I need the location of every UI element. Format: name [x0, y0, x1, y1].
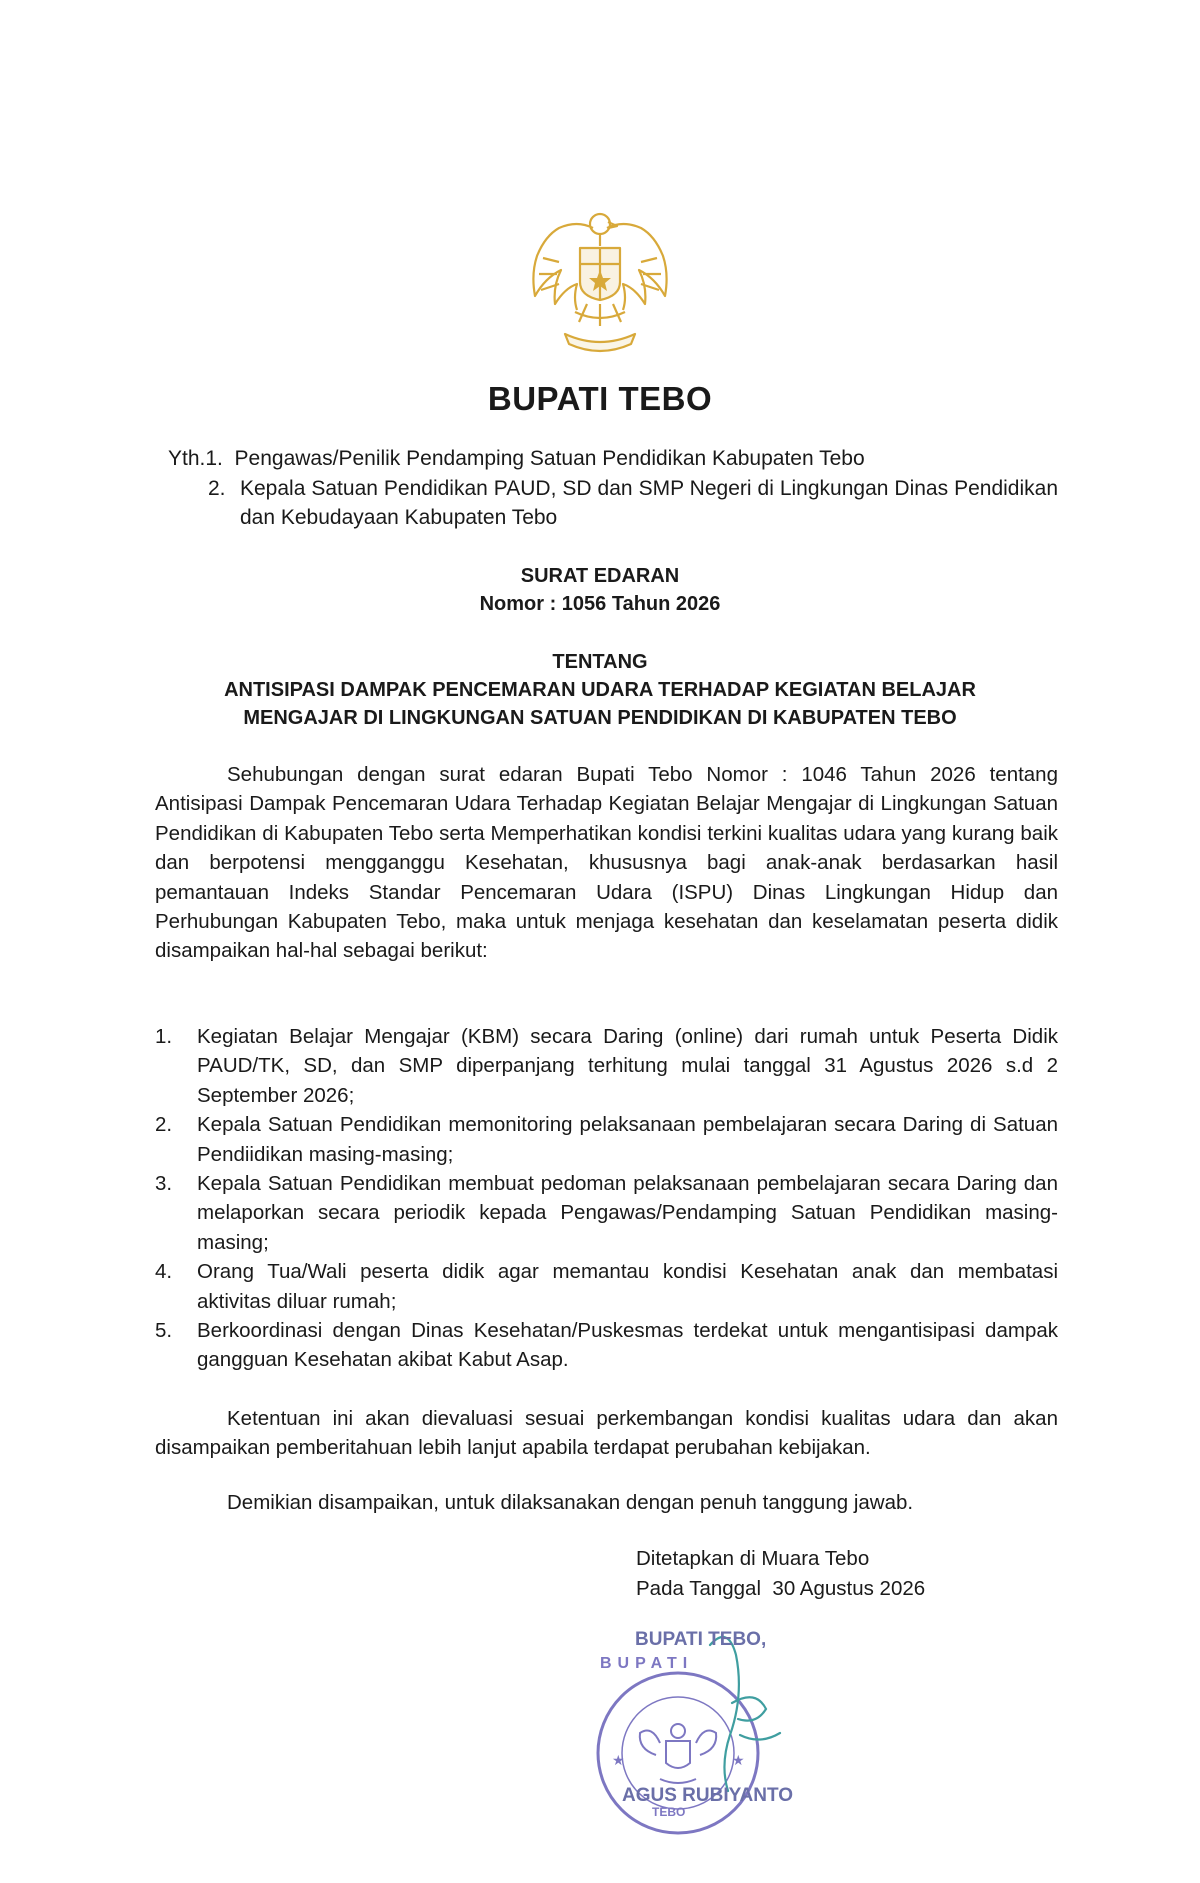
signature-date-line [636, 1574, 925, 1604]
list-item-text: Kepala Satuan Pendidikan membuat pedoman pelaksanaan pembelajaran secara Daring dan melaporkan secara periodik kepada Pengawas/Pendamping Satuan Pendidikan masing-masing; [197, 1172, 1058, 1254]
signature-title: BUPATI TEBO, [635, 1629, 767, 1650]
list-item-text: Orang Tua/Wali peserta didik agar memantau kondisi Kesehatan anak dan membatasi aktivitas diluar rumah; [197, 1260, 1058, 1313]
addressee-prefix: Yth.1. [168, 447, 223, 470]
addressee-item-1: Pengawas/Penilik Pendamping Satuan Pendidikan Kabupaten Tebo [234, 447, 865, 470]
letter-heading: BUPATI TEBO [487, 380, 713, 417]
signature-block [636, 1544, 925, 1604]
addressee-item-2: Kepala Satuan Pendidikan PAUD, SD dan SMP Negeri di Lingkungan Dinas Pendidikan dan Kebudayaan Kabupaten Tebo [240, 477, 1058, 529]
subject-line-1: ANTISIPASI DAMPAK PENCEMARAN UDARA TERHADAP KEGIATAN BELAJAR [224, 679, 976, 701]
instruction-list [155, 1022, 1058, 1375]
closing-paragraph: Demikian disampaikan, untuk dilaksanakan dengan penuh tanggung jawab. [227, 1491, 914, 1514]
list-item-text: Kepala Satuan Pendidikan memonitoring pelaksanaan pembelajaran secara Daring di Satuan Pendiidikan masing-masing; [197, 1113, 1058, 1166]
list-item-number: 1. [155, 1025, 173, 1048]
addressee-line-1 [168, 444, 865, 473]
evaluation-paragraph: Ketentuan ini akan dievaluasi sesuai perkembangan kondisi kualitas udara dan akan disampaikan pemberitahuan lebih lanjut apabila terdapat perubahan kebijakan. [155, 1407, 1058, 1460]
stamp-text-bottom: TEBO [652, 1805, 686, 1819]
subject-line-2: MENGAJAR DI LINGKUNGAN SATUAN PENDIDIKAN DI KABUPATEN TEBO [243, 707, 957, 729]
list-item-number: 3. [155, 1172, 173, 1196]
intro-paragraph: Sehubungan dengan surat edaran Bupati Tebo Nomor : 1046 Tahun 2026 tentang Antisipasi Dampak Pencemaran Udara Terhadap Kegiatan Belajar Mengajar di Lingkungan Satuan Pendidikan di Kabupaten Tebo serta Memperhatikan kondisi terkini kualitas udara yang kurang baik dan berpotensi mengganggu Kesehatan, khususnya bagi anak-anak berdasarkan hasil pemantauan Indeks Standar Pencemaran Udara (ISPU) Dinas Lingkungan Hidup dan Perhubungan Kabupaten Tebo, maka untuk menjaga kesehatan dan keselamatan peserta didik disampaikan hal-hal sebagai berikut: [155, 763, 1058, 963]
addressee-line-2 [208, 474, 1058, 532]
about-label: TENTANG [552, 651, 648, 673]
circular-number: Nomor : 1056 Tahun 2026 [479, 593, 721, 615]
stamp-text-top: BUPATI [600, 1655, 694, 1672]
garuda-emblem-icon [515, 200, 685, 370]
list-item [155, 1316, 1058, 1375]
addressee-item-2-number: 2. [208, 477, 226, 500]
list-item-number: 5. [155, 1319, 173, 1343]
signature-place: Ditetapkan di Muara Tebo [636, 1547, 870, 1570]
list-item-text: Berkoordinasi dengan Dinas Kesehatan/Puskesmas terdekat untuk mengantisipasi dampak gangguan Kesehatan akibat Kabut Asap. [197, 1319, 1058, 1372]
list-item-number: 4. [155, 1260, 173, 1284]
signature-date: 30 Agustus 2026 [772, 1577, 926, 1600]
svg-text:★: ★ [732, 1753, 745, 1769]
list-item-number: 2. [155, 1113, 173, 1137]
list-item [155, 1110, 1058, 1169]
signatory-name: AGUS RUBIYANTO [622, 1785, 794, 1806]
list-item [155, 1022, 1058, 1110]
signature-date-label: Pada Tanggal [636, 1577, 762, 1600]
signature-stamp-area [560, 1615, 840, 1835]
list-item-text: Kegiatan Belajar Mengajar (KBM) secara Daring (online) dari rumah untuk Peserta Didik PAUD/TK, SD, dan SMP diperpanjang terhitung mulai tanggal 31 Agustus 2026 s.d 2 September 2026; [197, 1025, 1058, 1107]
circular-type: SURAT EDARAN [520, 565, 680, 587]
list-item [155, 1257, 1058, 1316]
list-item [155, 1169, 1058, 1257]
svg-text:★: ★ [612, 1753, 625, 1769]
